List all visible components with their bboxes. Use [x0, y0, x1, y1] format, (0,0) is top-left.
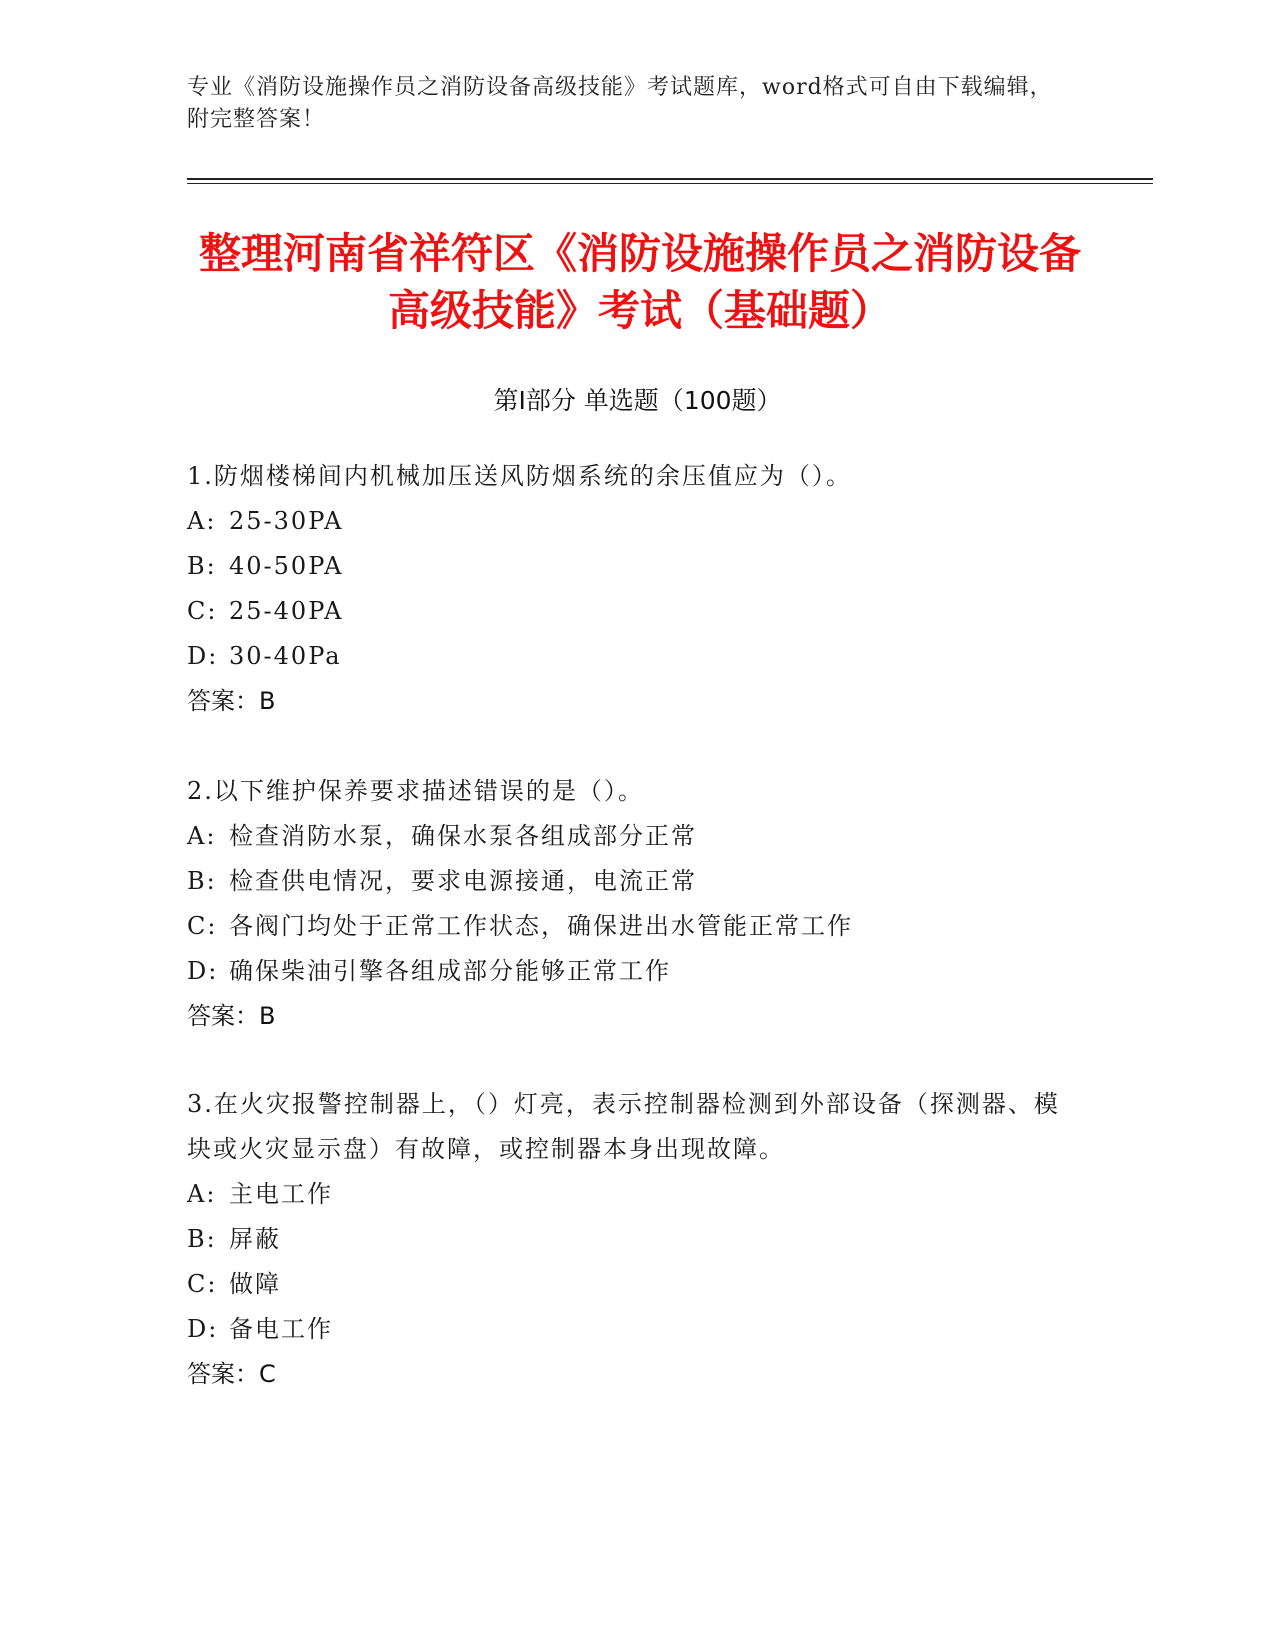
option-b [187, 859, 1087, 904]
option-a [187, 814, 1087, 859]
option-text: 各阀门均处于正常工作状态，确保进出水管能正常工作 [229, 912, 853, 940]
option-key: B: [187, 552, 217, 580]
option-key: C: [187, 1270, 218, 1298]
option-key: A: [187, 822, 217, 850]
option-c [187, 1262, 1087, 1307]
option-key: D: [187, 1315, 219, 1343]
question-1 [187, 454, 1087, 724]
question-stem: 1.防烟楼梯间内机械加压送风防烟系统的余压值应为（）。 [187, 462, 852, 490]
option-d [187, 634, 1087, 679]
option-key: C: [187, 597, 218, 625]
document-title: 整理河南省祥符区《消防设施操作员之消防设备高级技能》考试（基础题） [198, 229, 1081, 335]
option-text: 30-40Pa [229, 642, 342, 670]
option-key: D: [187, 957, 219, 985]
option-text: 检查供电情况，要求电源接通，电流正常 [229, 867, 697, 895]
question-3 [187, 1082, 1087, 1397]
option-text: 检查消防水泵，确保水泵各组成部分正常 [229, 822, 697, 850]
answer: 答案：B [187, 687, 276, 715]
question-stem: 3.在火灾报警控制器上，（）灯亮，表示控制器检测到外部设备（探测器、模块或火灾显示盘）有故障，或控制器本身出现故障。 [187, 1090, 1060, 1163]
option-text: 40-50PA [229, 552, 344, 580]
option-b [187, 544, 1087, 589]
answer: 答案：C [187, 1360, 276, 1388]
option-key: C: [187, 912, 218, 940]
option-text: 确保柴油引擎各组成部分能够正常工作 [229, 957, 671, 985]
header-divider-thick [187, 178, 1153, 180]
option-d [187, 949, 1087, 994]
option-text: 做障 [229, 1270, 281, 1298]
header-divider-thin [187, 183, 1153, 184]
option-c [187, 589, 1087, 634]
section-heading: 第I部分 单选题（100题） [493, 386, 782, 415]
option-text: 主电工作 [229, 1180, 333, 1208]
option-key: B: [187, 1225, 217, 1253]
option-key: A: [187, 1180, 217, 1208]
option-key: D: [187, 642, 219, 670]
option-b [187, 1217, 1087, 1262]
option-text: 备电工作 [229, 1315, 333, 1343]
option-a [187, 1172, 1087, 1217]
question-2 [187, 769, 1087, 1039]
option-key: B: [187, 867, 217, 895]
question-stem: 2.以下维护保养要求描述错误的是（）。 [187, 777, 644, 805]
option-text: 屏蔽 [229, 1225, 281, 1253]
option-text: 25-30PA [229, 507, 344, 535]
header-note: 专业《消防设施操作员之消防设备高级技能》考试题库，word格式可自由下载编辑，附完整答案！ [187, 75, 1053, 132]
answer: 答案：B [187, 1002, 276, 1030]
option-d [187, 1307, 1087, 1352]
option-c [187, 904, 1087, 949]
option-text: 25-40PA [229, 597, 344, 625]
option-a [187, 499, 1087, 544]
option-key: A: [187, 507, 217, 535]
